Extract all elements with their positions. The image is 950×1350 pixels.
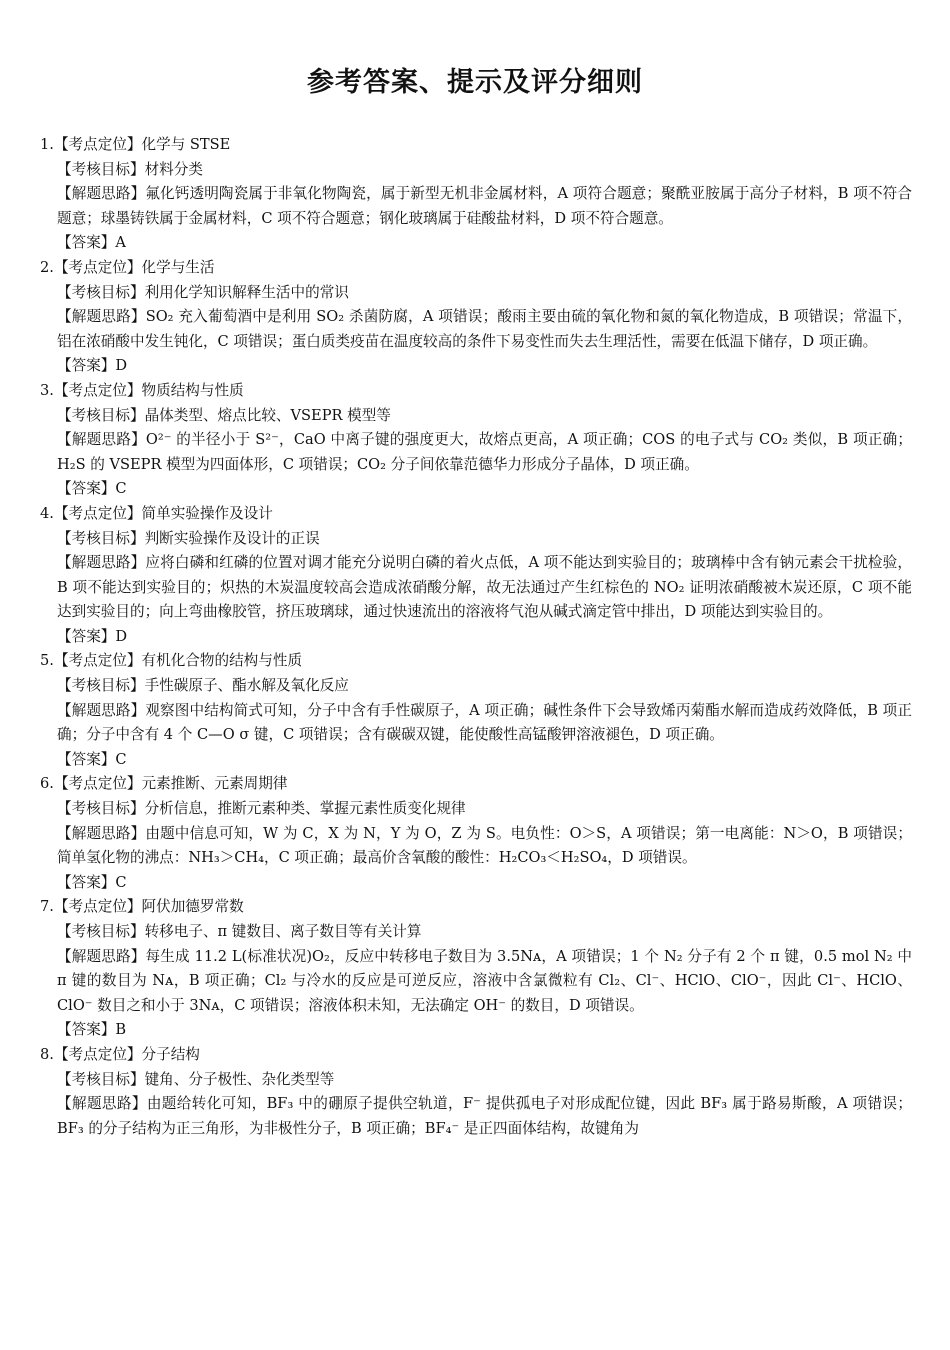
question-point: 1.【考点定位】化学与 STSE	[40, 136, 231, 153]
question-solution: 【解题思路】应将白磷和红磷的位置对调才能充分说明白磷的着火点低，A 项不能达到实验目的；玻璃棒中含有钠元素会干扰检验，B 项不能达到实验目的；炽热的木炭温度较高会造成浓硝酸分解，故无法通过产生红棕色的 NO₂ 证明浓硝酸被木炭还原，C 项不能达到实验目的；向上弯曲橡胶管，挤压玻璃球，通过快速流出的溶液将气泡从碱式滴定管中排出，D 项能达到实验目的。	[57, 554, 912, 621]
question-solution: 【解题思路】每生成 11.2 L(标准状况)O₂，反应中转移电子数目为 3.5Nᴀ，A 项错误；1 个 N₂ 分子有 2 个 π 键，0.5 mol N₂ 中 π 键的数目为 Nᴀ，B 项正确；Cl₂ 与冷水的反应是可逆反应，溶液中含氯微粒有 Cl₂、Cl⁻、HClO、ClO⁻，因此 Cl⁻、HClO、ClO⁻ 数目之和小于 3Nᴀ，C 项错误；溶液体积未知，无法确定 OH⁻ 的数目，D 项错误。	[57, 947, 912, 1014]
question-solution: 【解题思路】观察图中结构简式可知，分子中含有手性碳原子，A 项正确；碱性条件下会导致烯丙菊酯水解而造成药效降低，B 项正确；分子中含有 4 个 C—O σ 键，C 项错误；含有碳碳双键，能使酸性高锰酸钾溶液褪色，D 项正确。	[57, 701, 912, 744]
question-6	[40, 772, 912, 895]
question-4	[40, 502, 912, 650]
question-5	[40, 649, 912, 772]
question-goal: 【考核目标】键角、分子极性、杂化类型等	[57, 1070, 335, 1088]
question-point: 3.【考点定位】物质结构与性质	[40, 381, 244, 399]
question-solution: 【解题思路】氟化钙透明陶瓷属于非氧化物陶瓷，属于新型无机非金属材料，A 项符合题意；聚酰亚胺属于高分子材料，B 项不符合题意；球墨铸铁属于金属材料，C 项不符合题意；钢化玻璃属于硅酸盐材料，D 项不符合题意。	[57, 185, 912, 227]
question-goal: 【考核目标】分析信息，推断元素种类、掌握元素性质变化规律	[57, 800, 466, 818]
question-point: 5.【考点定位】有机化合物的结构与性质	[40, 652, 303, 670]
question-answer: 【答案】B	[57, 1021, 127, 1039]
question-answer: 【答案】C	[57, 480, 127, 498]
question-3	[40, 379, 912, 502]
question-point: 7.【考点定位】阿伏加德罗常数	[40, 898, 244, 916]
question-solution: 【解题思路】由题中信息可知，W 为 C，X 为 N，Y 为 O，Z 为 S。电负性：O＞S，A 项错误；第一电离能：N＞O，B 项错误；简单氢化物的沸点：NH₃＞CH₄，C 项正确；最高价含氧酸的酸性：H₂CO₃＜H₂SO₄，D 项错误。	[57, 824, 912, 867]
question-point: 8.【考点定位】分子结构	[40, 1045, 200, 1063]
question-solution: 【解题思路】由题给转化可知，BF₃ 中的硼原子提供空轨道，F⁻ 提供孤电子对形成配位键，因此 BF₃ 属于路易斯酸，A 项错误；BF₃ 的分子结构为正三角形，为非极性分子，B 项正确；BF₄⁻ 是正四面体结构，故键角为	[57, 1095, 912, 1137]
question-point: 2.【考点定位】化学与生活	[40, 258, 215, 276]
answer-list	[40, 133, 912, 1141]
question-goal: 【考核目标】利用化学知识解释生活中的常识	[57, 283, 349, 301]
question-goal: 【考核目标】手性碳原子、酯水解及氧化反应	[57, 677, 349, 695]
question-point: 6.【考点定位】元素推断、元素周期律	[40, 775, 288, 793]
question-answer: 【答案】D	[57, 357, 128, 375]
question-goal: 【考核目标】判断实验操作及设计的正误	[57, 529, 320, 547]
question-answer: 【答案】A	[57, 234, 126, 252]
question-answer: 【答案】C	[57, 750, 127, 768]
question-goal: 【考核目标】材料分类	[57, 160, 203, 178]
question-solution: 【解题思路】O²⁻ 的半径小于 S²⁻，CaO 中离子键的强度更大，故熔点更高，A 项正确；COS 的电子式与 CO₂ 类似，B 项正确；H₂S 的 VSEPR 模型为四面体形，C 项错误；CO₂ 分子间依靠范德华力形成分子晶体，D 项正确。	[57, 431, 912, 473]
page-title: 参考答案、提示及评分细则	[307, 67, 643, 98]
question-answer: 【答案】D	[57, 627, 128, 645]
question-goal: 【考核目标】转移电子、π 键数目、离子数目等有关计算	[57, 923, 422, 940]
question-2	[40, 256, 912, 379]
question-7	[40, 895, 912, 1043]
question-answer: 【答案】C	[57, 873, 127, 891]
question-point: 4.【考点定位】简单实验操作及设计	[40, 504, 273, 522]
question-8	[40, 1043, 912, 1141]
question-1	[40, 133, 912, 256]
question-solution: 【解题思路】SO₂ 充入葡萄酒中是利用 SO₂ 杀菌防腐，A 项错误；酸雨主要由硫的氧化物和氮的氧化物造成，B 项错误；常温下，铝在浓硝酸中发生钝化，C 项错误；蛋白质类疫苗在温度较高的条件下易变性而失去生理活性，需要在低温下储存，D 项正确。	[57, 308, 912, 350]
question-goal: 【考核目标】晶体类型、熔点比较、VSEPR 模型等	[57, 406, 391, 424]
